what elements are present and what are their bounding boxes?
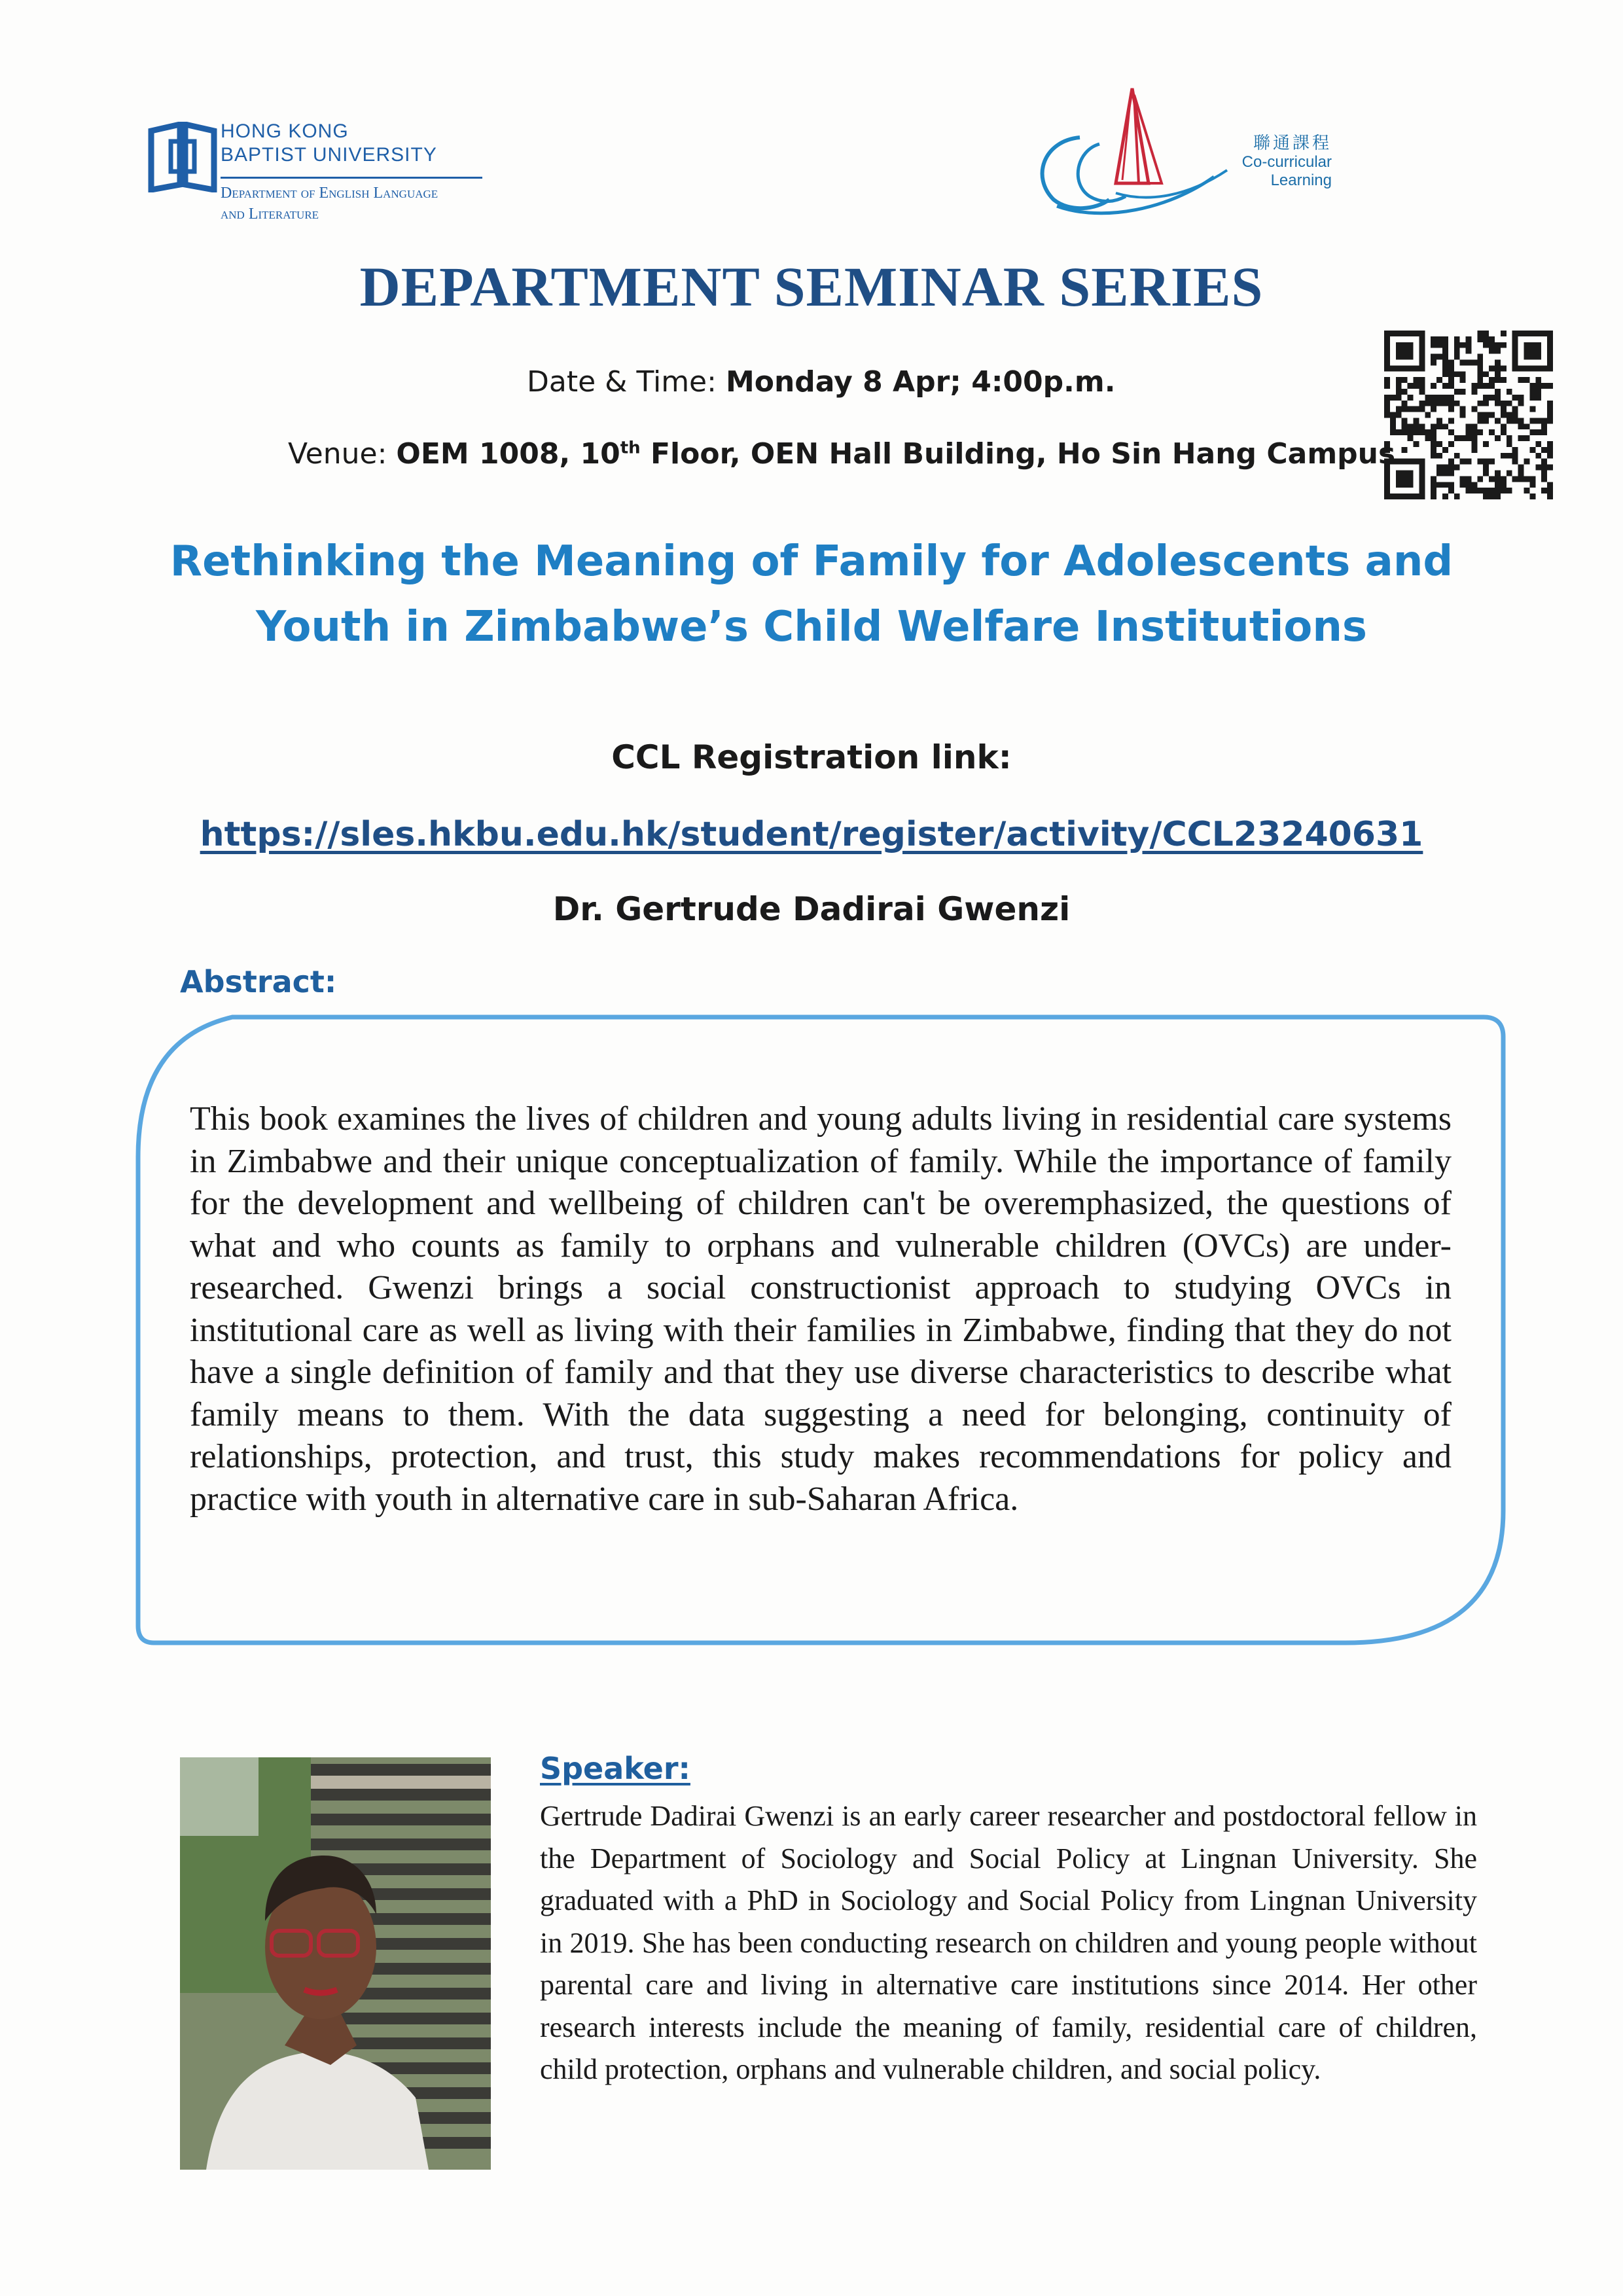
ccl-name-line1: Co-curricular	[1241, 153, 1332, 171]
seminar-series-title: DEPARTMENT SEMINAR SERIES	[359, 255, 1264, 318]
ccl-logo	[1018, 79, 1345, 236]
venue-value-superscript: th	[620, 438, 641, 458]
abstract-heading: Abstract:	[180, 964, 337, 999]
ccl-name-line2: Learning	[1270, 171, 1332, 189]
qr-code-icon[interactable]	[1384, 331, 1553, 499]
date-time-line	[527, 365, 1115, 399]
ccl-chinese-name: 聯通課程	[1253, 133, 1332, 152]
date-label: Date & Time:	[527, 365, 726, 399]
registration-link[interactable]: https://sles.hkbu.edu.hk/student/register/activity/CCL23240631	[200, 815, 1423, 854]
speaker-bio: Gertrude Dadirai Gwenzi is an early career researcher and postdoctoral fellow in the Department of Sociology and Social Policy at Lingnan University. She graduated with a PhD in Sociology and Social Policy from Lingnan University in 2019. She has been conducting research on children and young people without parental care and living in alternative care institutions since 2014. Her other research interests include the meaning of family, residential care of children, child protection, orphans and vulnerable children, and social policy.	[540, 1800, 1477, 2085]
ccl-emblem-icon	[1018, 79, 1240, 236]
hkbu-logo	[147, 118, 514, 236]
logo-divider	[221, 177, 482, 179]
talk-title	[131, 529, 1492, 660]
university-name-line2: BAPTIST UNIVERSITY	[221, 144, 437, 166]
venue-value-building: Floor, OEN Hall Building, Ho Sin Hang Campus	[640, 437, 1396, 471]
hkbu-emblem-icon	[147, 122, 218, 192]
department-name-line2: and Literature	[221, 206, 319, 223]
speaker-photo	[180, 1757, 491, 2170]
venue-label: Venue:	[288, 437, 397, 471]
talk-title-line1: Rethinking the Meaning of Family for Adolescents and	[169, 537, 1454, 586]
speaker-heading: Speaker:	[540, 1751, 690, 1786]
date-value: Monday 8 Apr; 4:00p.m.	[725, 365, 1116, 399]
venue-line	[288, 437, 1395, 471]
talk-title-line2: Youth in Zimbabwe’s Child Welfare Institutions	[255, 603, 1368, 651]
abstract-box	[134, 1013, 1507, 1647]
abstract-text: This book examines the lives of children and young adults living in residential care systems in Zimbabwe and their unique conceptualization of family. While the importance of family for the development and wellbeing of children can't be overemphasized, the questions of what and who counts as family to orphans and vulnerable children (OVCs) are under-researched. Gwenzi brings a social constructionist approach to studying OVCs in institutional care as well as living with their families in Zimbabwe, finding that they do not have a single definition of family and that they use diverse characteristics to describe what family means to them. With the data suggesting a need for belonging, continuity of relationships, protection, and trust, this study makes recommendations for policy and practice with youth in alternative care in sub-Saharan Africa.	[190, 1100, 1452, 1518]
venue-value-room: OEM 1008, 10	[396, 437, 620, 471]
speaker-name: Dr. Gertrude Dadirai Gwenzi	[552, 890, 1071, 928]
university-name-line1: HONG KONG	[221, 120, 349, 142]
registration-label: CCL Registration link:	[611, 738, 1012, 776]
department-name-line1: Department of English Language	[221, 185, 438, 202]
qr-modules	[1384, 331, 1553, 499]
